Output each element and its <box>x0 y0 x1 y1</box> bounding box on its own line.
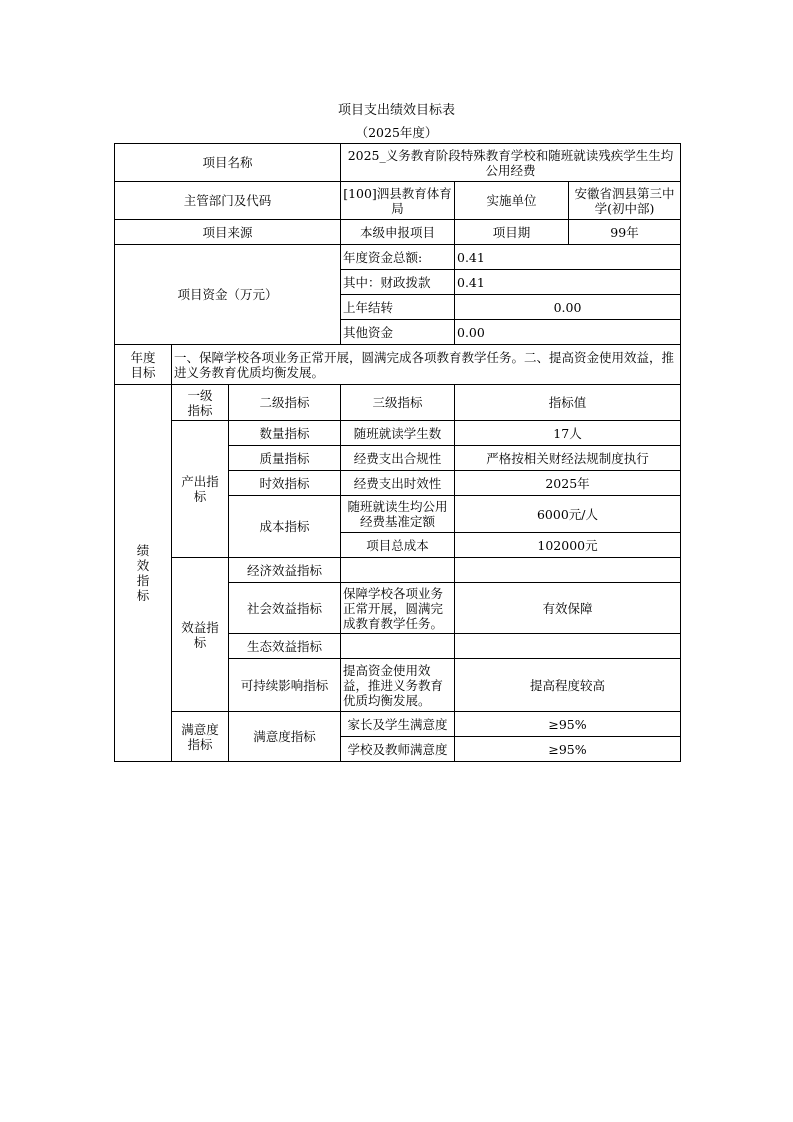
funds-carryover-value: 0.00 <box>455 295 681 320</box>
sustain-item: 提高资金使用效益，推进义务教育优质均衡发展。 <box>341 659 455 712</box>
performance-target-table <box>114 143 681 762</box>
quantity-value: 17人 <box>455 421 681 446</box>
department-value: [100]泗县教育体育局 <box>341 182 455 220</box>
funds-fiscal-label: 其中：财政拨款 <box>341 270 455 295</box>
satisfaction-label <box>172 712 229 762</box>
header-level1 <box>172 385 229 421</box>
funds-total-value: 0.41 <box>455 245 681 270</box>
cost-item-1: 随班就读生均公用经费基准定额 <box>341 496 455 533</box>
row-project-name <box>115 144 681 182</box>
funds-label-text: 项目资金（万元） <box>177 287 278 302</box>
row-quantity <box>115 421 681 446</box>
cost-value-1: 6000元/人 <box>455 496 681 533</box>
row-funds-total <box>115 245 681 270</box>
funds-total-label: 年度资金总额: <box>341 245 455 270</box>
unit-label: 实施单位 <box>455 182 569 220</box>
perf-section-label <box>115 385 172 762</box>
funds-other-label: 其他资金 <box>341 320 455 345</box>
benefit-label-text: 效益指标 <box>181 619 219 650</box>
unit-value: 安徽省泗县第三中学(初中部) <box>569 182 681 220</box>
project-name-value: 2025_义务教育阶段特殊教育学校和随班就读残疾学生生均公用经费 <box>341 144 681 182</box>
header-level1-text: 一级指标 <box>187 387 213 418</box>
row-economic <box>115 558 681 583</box>
row-project-source <box>115 220 681 245</box>
page-title: 项目支出绩效目标表 <box>337 103 455 118</box>
funds-carryover-label: 上年结转 <box>341 295 455 320</box>
cost-label: 成本指标 <box>229 496 341 558</box>
quality-label: 质量指标 <box>229 446 341 471</box>
period-value: 99年 <box>569 220 681 245</box>
funds-label <box>115 245 341 345</box>
timeliness-item: 经费支出时效性 <box>341 471 455 496</box>
row-indicator-header <box>115 385 681 421</box>
funds-other-value: 0.00 <box>455 320 681 345</box>
ecological-value <box>455 634 681 659</box>
timeliness-label: 时效指标 <box>229 471 341 496</box>
output-label <box>172 421 229 558</box>
annual-goal-label <box>115 345 172 385</box>
benefit-label <box>172 558 229 712</box>
header-level2: 二级指标 <box>229 385 341 421</box>
social-item: 保障学校各项业务正常开展，圆满完成教育教学任务。 <box>341 583 455 634</box>
satisfaction-item-2: 学校及教师满意度 <box>341 737 455 762</box>
annual-goal-label-text: 年度目标 <box>130 349 156 380</box>
header-level3: 三级指标 <box>341 385 455 421</box>
quantity-label: 数量指标 <box>229 421 341 446</box>
satisfaction-value-2: ≥95% <box>455 737 681 762</box>
source-value: 本级申报项目 <box>341 220 455 245</box>
economic-label: 经济效益指标 <box>229 558 341 583</box>
quality-item: 经费支出合规性 <box>341 446 455 471</box>
cost-value-2: 102000元 <box>455 533 681 558</box>
period-label: 项目期 <box>455 220 569 245</box>
social-label: 社会效益指标 <box>229 583 341 634</box>
row-department <box>115 182 681 220</box>
department-label: 主管部门及代码 <box>115 182 341 220</box>
satisfaction-label-text: 满意度指标 <box>181 721 219 752</box>
source-label: 项目来源 <box>115 220 341 245</box>
row-satisfaction-1 <box>115 712 681 737</box>
quality-value: 严格按相关财经法规制度执行 <box>455 446 681 471</box>
page-subtitle: （2025年度） <box>355 125 438 140</box>
economic-item <box>341 558 455 583</box>
satisfaction-item-1: 家长及学生满意度 <box>341 712 455 737</box>
header-value: 指标值 <box>455 385 681 421</box>
timeliness-value: 2025年 <box>455 471 681 496</box>
satisfaction-sub-label: 满意度指标 <box>229 712 341 762</box>
perf-section-label-text: 绩效指标 <box>136 543 150 603</box>
ecological-item <box>341 634 455 659</box>
row-annual-goal <box>115 345 681 385</box>
social-value: 有效保障 <box>455 583 681 634</box>
cost-item-2: 项目总成本 <box>341 533 455 558</box>
output-label-text: 产出指标 <box>181 474 219 504</box>
sustain-value: 提高程度较高 <box>455 659 681 712</box>
funds-fiscal-value: 0.41 <box>455 270 681 295</box>
ecological-label: 生态效益指标 <box>229 634 341 659</box>
annual-goal-text: 一、保障学校各项业务正常开展，圆满完成各项教育教学任务。二、提高资金使用效益，推进义务教育优质均衡发展。 <box>172 345 681 385</box>
economic-value <box>455 558 681 583</box>
satisfaction-value-1: ≥95% <box>455 712 681 737</box>
project-name-label: 项目名称 <box>115 144 341 182</box>
quantity-item: 随班就读学生数 <box>341 421 455 446</box>
sustain-label: 可持续影响指标 <box>229 659 341 712</box>
